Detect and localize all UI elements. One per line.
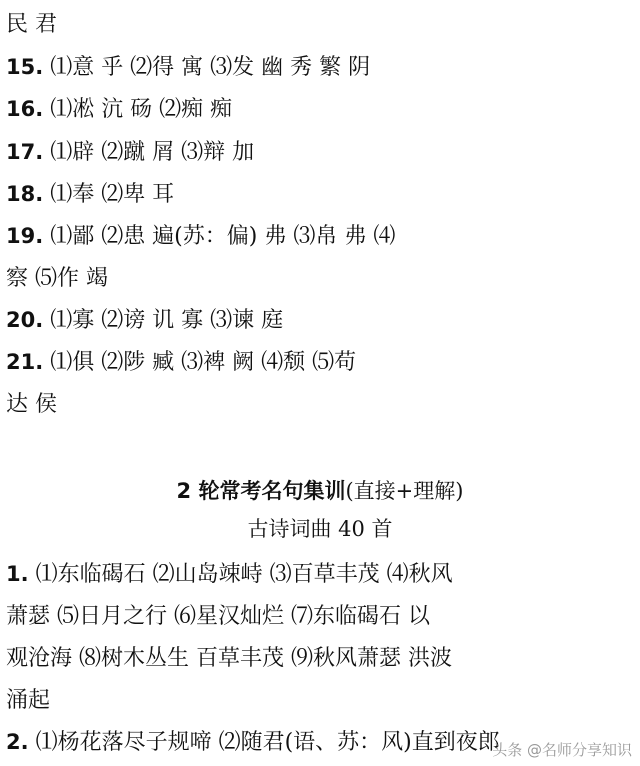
answer-line-1-cont3 xyxy=(6,686,634,715)
line-text: ⑴奉 ⑵卑 耳 xyxy=(43,182,175,207)
item-number: 20. xyxy=(6,308,44,332)
item-number: 21. xyxy=(6,350,44,374)
answer-line-21 xyxy=(6,348,634,377)
answer-line-15 xyxy=(6,53,634,82)
item-number: 15. xyxy=(6,55,44,79)
answer-line-18 xyxy=(6,180,634,209)
answer-line-1-cont2 xyxy=(6,644,634,673)
line-text: ⑴辟 ⑵蹴 屑 ⑶辩 加 xyxy=(43,140,255,165)
item-number: 2. xyxy=(6,730,29,754)
item-number: 19. xyxy=(6,224,44,248)
line-text: ⑴杨花落尽子规啼 ⑵随君(语、苏：风)直到夜郎 xyxy=(28,730,500,755)
answer-line-19 xyxy=(6,222,634,251)
line-text: 萧瑟 ⑸日月之行 ⑹星汉灿烂 ⑺东临碣石 以 xyxy=(6,604,430,629)
line-text: 观沧海 ⑻树木丛生 百草丰茂 ⑼秋风萧瑟 洪波 xyxy=(6,646,452,671)
line-text: ⑴东临碣石 ⑵山岛竦峙 ⑶百草丰茂 ⑷秋风 xyxy=(28,562,453,587)
item-number: 17. xyxy=(6,140,44,164)
answer-line-19-cont xyxy=(6,264,634,293)
answer-line-1 xyxy=(6,560,634,589)
answer-line-21-cont xyxy=(6,390,634,419)
answer-line-16 xyxy=(6,95,634,124)
answer-line-20 xyxy=(6,306,634,335)
line-text: ⑴俱 ⑵陟 臧 ⑶裨 阙 ⑷颓 ⑸苟 xyxy=(43,350,357,375)
line-text: 涌起 xyxy=(6,688,51,713)
line-text: ⑴鄙 ⑵患 遍(苏：偏) 弗 ⑶帛 弗 ⑷ xyxy=(43,224,396,249)
item-number: 1. xyxy=(6,562,29,586)
line-text: 察 ⑸作 竭 xyxy=(6,266,108,291)
line-text: ⑴凇 沆 砀 ⑵痴 痴 xyxy=(43,97,233,122)
line-text: 民 君 xyxy=(6,12,57,37)
watermark: 头条 @名师分享知识 xyxy=(492,741,632,759)
section-title-note: (直接+理解) xyxy=(345,479,464,503)
section-title xyxy=(0,477,640,505)
section-title-main: 2 轮常考名句集训 xyxy=(176,479,346,503)
answer-line-17 xyxy=(6,138,634,167)
line-text: ⑴寡 ⑵谤 讥 寡 ⑶谏 庭 xyxy=(43,308,284,333)
line-text: 达 侯 xyxy=(6,392,57,417)
answer-line-cont xyxy=(6,10,634,39)
answer-line-1-cont xyxy=(6,602,634,631)
line-text: ⑴意 乎 ⑵得 寓 ⑶发 幽 秀 繁 阴 xyxy=(43,55,371,80)
item-number: 18. xyxy=(6,182,44,206)
section-subtitle: 古诗词曲 40 首 xyxy=(247,517,393,541)
item-number: 16. xyxy=(6,97,44,121)
